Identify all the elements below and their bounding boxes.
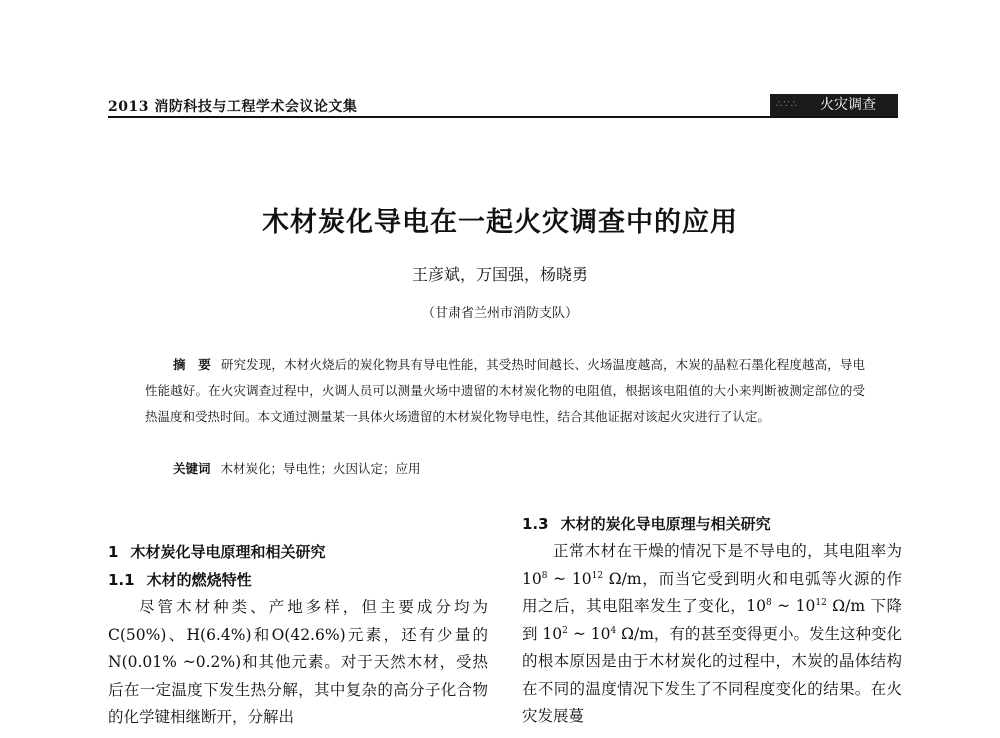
abstract-text: 研究发现，木材火烧后的炭化物具有导电性能，其受热时间越长、火场温度越高，木炭的晶粒石墨化程度越高，导电性能越好。在火灾调查过程中，火调人员可以测量火场中遗留的木材炭化物的电阻值，根据该电阻值的大小来判断被测定部位的受热温度和受热时间。本文通过测量某一具体火场遗留的木材炭化物导电性，结合其他证据对该起火灾进行了认定。: [145, 357, 865, 424]
authors: 王彦斌，万国强，杨晓勇: [411, 265, 588, 284]
section-1-heading: [108, 538, 488, 566]
text-run: ~ 10: [567, 624, 611, 643]
paper-title: 木材炭化导电在一起火灾调查中的应用: [262, 207, 738, 238]
section-tag: [770, 94, 898, 116]
running-header: 2013 消防科技与工程学术会议论文集: [108, 99, 358, 115]
section-number: 1.3: [522, 515, 549, 533]
section-title: 木材的炭化导电原理与相关研究: [560, 515, 771, 533]
exponent: 2: [562, 625, 568, 636]
section-title: 木材的燃烧特性: [146, 571, 252, 589]
exponent: 4: [610, 625, 617, 636]
keywords-text: 木材炭化；导电性；火因认定；应用: [220, 461, 421, 476]
text-run: ~ 10: [771, 597, 816, 615]
text-run: 正常木材在干燥的情况下是不导电的，其电阻率为 10: [522, 542, 902, 588]
tag-texture-icon: ∴∵∴: [776, 99, 799, 110]
exponent: 12: [815, 598, 827, 608]
section-number: 1.1: [108, 571, 135, 589]
text-run: ~ 10: [547, 569, 592, 588]
exponent: 8: [541, 570, 548, 581]
abstract-label: 摘 要: [173, 357, 211, 372]
text-run: Ω/m，而当它受到明火和电弧等火源的作用之后，其电阻率发生了变化，10: [522, 569, 902, 615]
body-paragraph: [522, 538, 902, 731]
body-paragraph: 尽管木材种类、产地多样，但主要成分均为C(50%)、H(6.4%)和O(42.6%)元素，还有少量的N(0.01% ~0.2%)和其他元素。对于天然木材，受热后在一定温度下发生热分解，其中复杂的高分子化合物的化学键相继断开，分解出: [108, 598, 488, 726]
text-run: Ω/m，有的甚至变得更小。发生这种变化的根本原因是由于木材炭化的过程中，木炭的晶体结构在不同的温度情况下发生了不同程度变化的结果。在火灾发展蔓: [522, 624, 902, 725]
abstract: [145, 352, 865, 430]
section-number: 1: [108, 543, 119, 561]
section-title: 木材炭化导电原理和相关研究: [130, 543, 326, 561]
exponent: 8: [766, 598, 772, 608]
section-tag-label: 火灾调查: [820, 97, 876, 113]
left-column: [108, 538, 488, 732]
section-1-1-heading: [108, 566, 488, 594]
section-1-3-heading: [522, 510, 902, 538]
right-column: [522, 510, 902, 731]
text-run: Ω/m 下降到 10: [522, 597, 902, 643]
header-rule: [108, 116, 898, 118]
keywords-label: 关键词: [173, 461, 211, 476]
keywords: [173, 456, 863, 482]
exponent: 12: [591, 570, 604, 581]
affiliation: （甘肃省兰州市消防支队）: [421, 306, 578, 321]
